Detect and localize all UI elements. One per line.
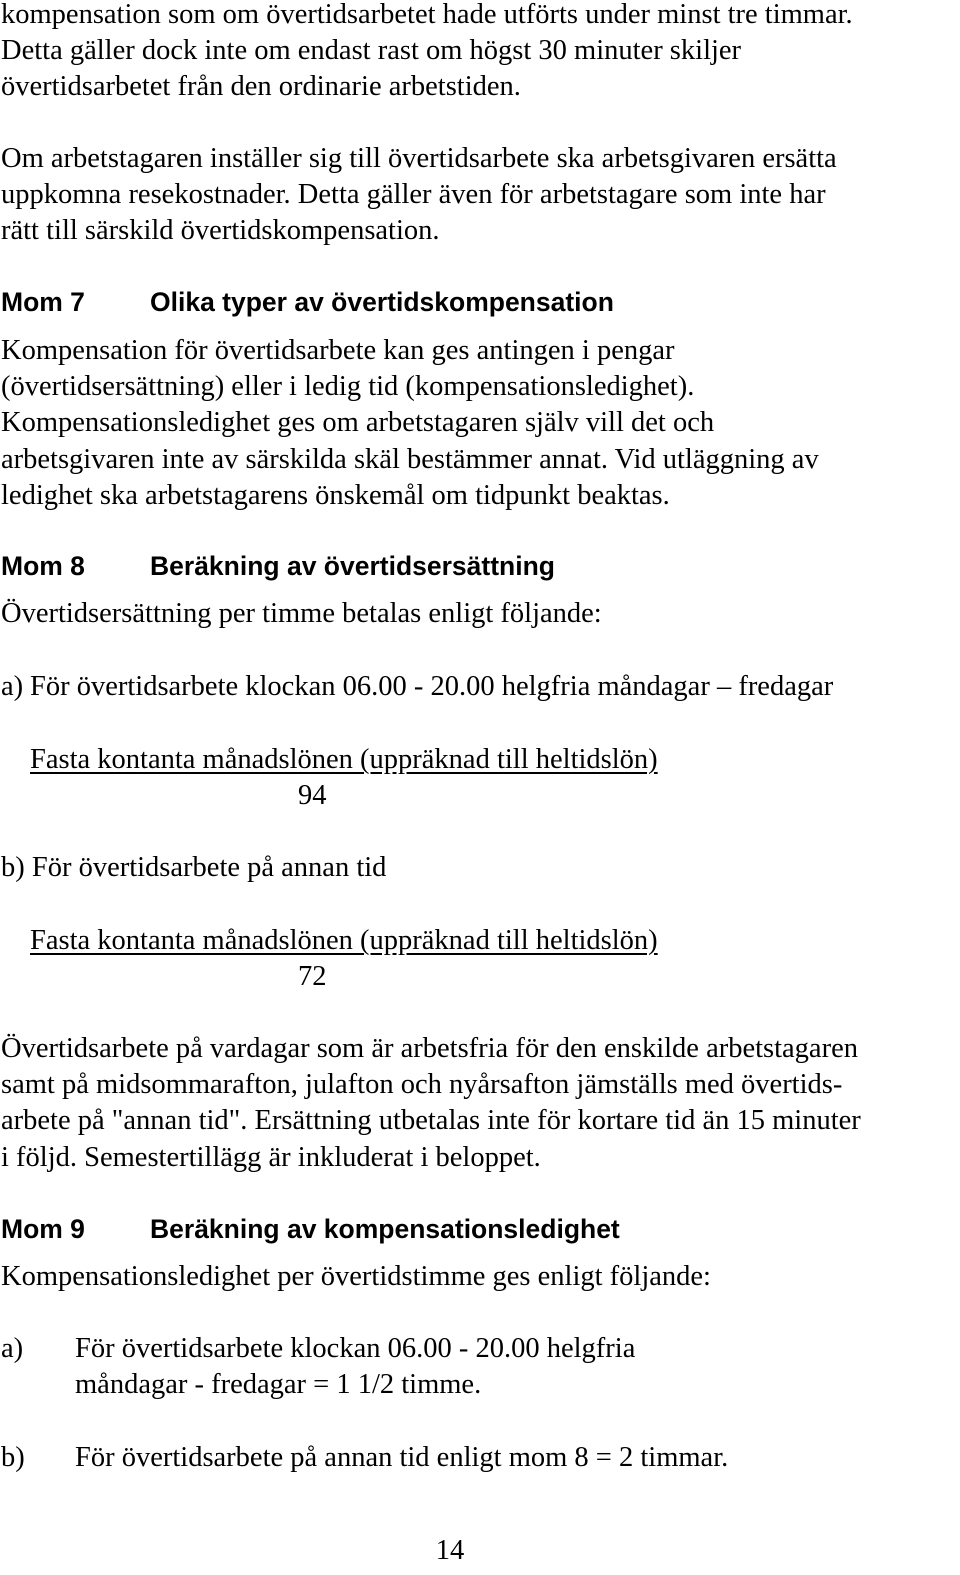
- section-title: Beräkning av kompensationsledighet: [150, 1214, 620, 1244]
- text-line: samt på midsommarafton, julafton och nyårsafton jämställs med övertids-: [1, 1069, 843, 1101]
- section-title: Beräkning av övertidsersättning: [150, 551, 555, 581]
- mom8-item-a: [1, 669, 834, 705]
- text-line: ledighet ska arbetstagarens önskemål om tidpunkt beaktas.: [1, 479, 670, 511]
- formula-b-numerator: Fasta kontanta månadslönen (uppräknad till heltidslön): [30, 925, 658, 956]
- text-line: Om arbetstagaren inställer sig till övertidsarbete ska arbetsgivaren ersätta: [1, 143, 837, 174]
- mom7-paragraph: [1, 333, 956, 514]
- list-marker: a): [1, 671, 24, 702]
- mom9-item-b: [1, 1440, 729, 1476]
- formula-b-denominator: 72: [298, 961, 327, 992]
- list-item-text: För övertidsarbete på annan tid enligt mom 8 = 2 timmar.: [75, 1442, 729, 1473]
- text-line: arbetsgivaren inte av särskilda skäl bestämmer annat. Vid utläggning av: [1, 443, 819, 475]
- text-line: arbete på "annan tid". Ersättning utbetalas inte för kortare tid än 15 minuter: [1, 1105, 861, 1137]
- text-line: rätt till särskild övertidskompensation.: [1, 215, 440, 247]
- list-item-text: För övertidsarbete klockan 06.00 - 20.00 helgfria måndagar – fredagar: [30, 671, 834, 702]
- list-item-text: måndagar - fredagar = 1 1/2 timme.: [75, 1369, 482, 1400]
- list-item-text: För övertidsarbete klockan 06.00 - 20.00 helgfria: [75, 1333, 636, 1364]
- formula-a-numerator: Fasta kontanta månadslönen (uppräknad till heltidslön): [30, 744, 658, 775]
- mom9-intro: Kompensationsledighet per övertidstimme ges enligt följande:: [1, 1261, 711, 1292]
- section-number: Mom 8: [1, 551, 85, 581]
- mom8-intro: Övertidsersättning per timme betalas enligt följande:: [1, 598, 602, 629]
- travel-costs-paragraph: [1, 141, 956, 250]
- formula-a-denominator: 94: [298, 780, 327, 811]
- mom9-item-a: [1, 1331, 636, 1403]
- list-marker: b): [1, 1442, 25, 1473]
- list-marker: a): [1, 1333, 24, 1364]
- page-number: 14: [435, 1535, 465, 1566]
- text-line: övertidsarbetet från den ordinarie arbetstiden.: [1, 71, 521, 103]
- text-line: Kompensation för övertidsarbete kan ges antingen i pengar: [1, 335, 675, 366]
- text-line: Övertidsarbete på vardagar som är arbetsfria för den enskilde arbetstagaren: [1, 1033, 858, 1064]
- section-number: Mom 7: [1, 287, 85, 317]
- text-line: (övertidsersättning) eller i ledig tid (kompensationsledighet).: [1, 371, 695, 403]
- text-line: Kompensationsledighet ges om arbetstagaren själv vill det och: [1, 407, 715, 439]
- text-line: uppkomna resekostnader. Detta gäller även för arbetstagare som inte har: [1, 179, 826, 211]
- mom8-item-b: b) För övertidsarbete på annan tid: [1, 852, 387, 883]
- text-line: i följd. Semestertillägg är inkluderat i beloppet.: [1, 1141, 541, 1173]
- intro-paragraph: [1, 0, 956, 106]
- text-line: kompensation som om övertidsarbetet hade utförts under minst tre timmar.: [1, 0, 853, 30]
- mom8-note-paragraph: [1, 1031, 956, 1176]
- section-title: Olika typer av övertidskompensation: [150, 287, 614, 317]
- section-number: Mom 9: [1, 1214, 85, 1244]
- text-line: Detta gäller dock inte om endast rast om högst 30 minuter skiljer: [1, 35, 742, 67]
